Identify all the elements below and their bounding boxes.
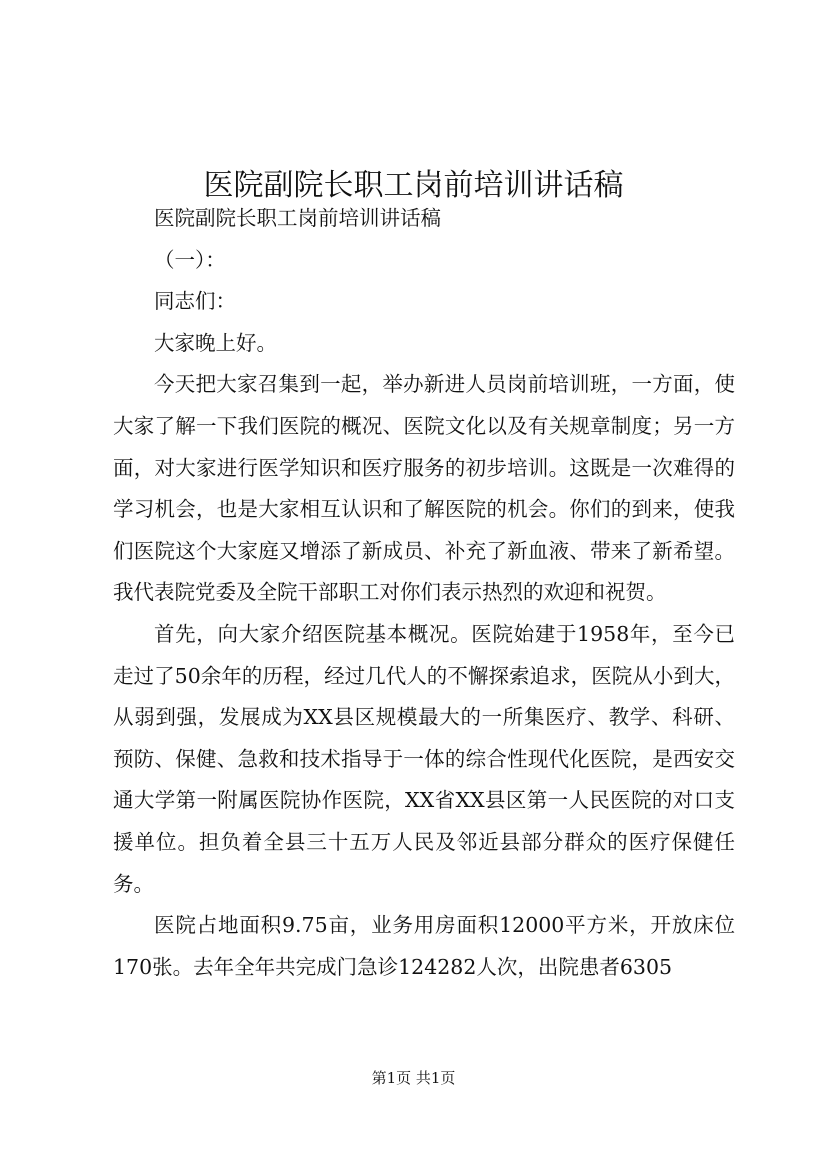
document-title: 医院副院长职工岗前培训讲话稿 (203, 168, 624, 204)
salutation: 同志们： (154, 289, 236, 314)
section-marker: （一）： (154, 247, 226, 272)
paragraph-hospital-overview: 首先，向大家介绍医院基本概况。医院始建于1958年，至今已走过了50余年的历程，经过几代人的不懈探索追求，医院从小到大，从弱到强，发展成为XX县区规模最大的一所集医疗、教学、科研、预防、保健、急救和技术指导于一体的综合性现代化医院，是西安交通大学第一附属医院协作医院，XX省XX县区第一人民医院的对口支援单位。担负着全县三十五万人民及邻近县部分群众的医疗保健任务。 (113, 621, 735, 896)
greeting: 大家晚上好。 (154, 330, 277, 355)
document-body (113, 198, 735, 988)
page-footer: 第1页 共1页 (371, 1069, 456, 1087)
paragraph-opening: 今天把大家召集到一起，举办新进人员岗前培训班，一方面，使大家了解一下我们医院的概况、医院文化以及有关规章制度；另一方面，对大家进行医学知识和医疗服务的初步培训。这既是一次难得的学习机会，也是大家相互认识和了解医院的机会。你们的到来，使我们医院这个大家庭又增添了新成员、补充了新血液、带来了新希望。我代表院党委及全院干部职工对你们表示热烈的欢迎和祝贺。 (113, 372, 735, 605)
document-subtitle: 医院副院长职工岗前培训讲话稿 (154, 206, 441, 230)
paragraph-hospital-scale: 医院占地面积9.75亩，业务用房面积12000平方米，开放床位170张。去年全年共完成门急诊124282人次，出院患者6305 (113, 913, 735, 979)
